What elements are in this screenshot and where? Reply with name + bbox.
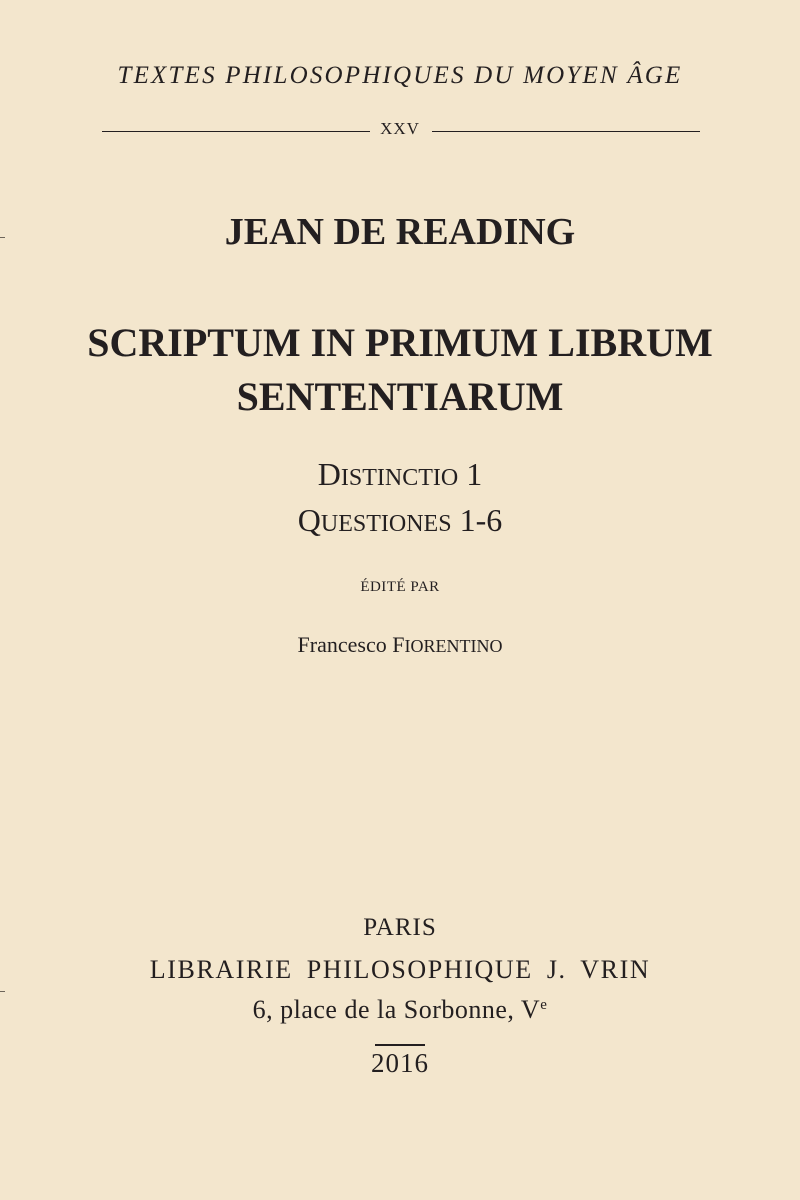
- crop-mark-top: [0, 237, 5, 238]
- imprint-address-superscript: e: [540, 997, 548, 1013]
- series-rule-right: [432, 131, 700, 132]
- year-rule: [375, 1044, 425, 1046]
- distinctio-number: 1: [466, 456, 483, 492]
- editor-name: [0, 632, 800, 658]
- imprint-publisher: LIBRAIRIE PHILOSOPHIQUE J. VRIN: [149, 955, 651, 984]
- crop-mark-bottom: [0, 991, 5, 992]
- questiones-initial: Q: [297, 502, 321, 538]
- series-title: TEXTES PHILOSOPHIQUES DU MOYEN ÂGE: [117, 62, 683, 89]
- editor-first-name: Francesco: [297, 632, 387, 657]
- imprint-address-text: 6, place de la Sorbonne, V: [252, 995, 541, 1024]
- work-title-line-2: SENTENTIARUM: [236, 374, 564, 419]
- edited-by-label: ÉDITÉ PAR: [360, 579, 440, 595]
- series-number: XXV: [380, 119, 420, 138]
- imprint-city: PARIS: [363, 914, 437, 941]
- author-name: JEAN DE READING: [224, 211, 576, 253]
- distinctio-line: [0, 456, 800, 493]
- imprint-address: [0, 995, 800, 1025]
- work-title-line-1: SCRIPTUM IN PRIMUM LIBRUM: [87, 320, 713, 365]
- questiones-line: [0, 502, 800, 539]
- imprint-year: 2016: [371, 1048, 429, 1078]
- distinctio-initial: D: [317, 456, 341, 492]
- questiones-range: 1-6: [459, 502, 503, 538]
- editor-surname-initial: F: [392, 632, 405, 657]
- editor-surname-rest: IORENTINO: [404, 636, 503, 656]
- distinctio-rest: ISTINCTIO: [340, 465, 459, 491]
- work-title: [0, 316, 800, 424]
- questiones-rest: UESTIONES: [320, 511, 452, 537]
